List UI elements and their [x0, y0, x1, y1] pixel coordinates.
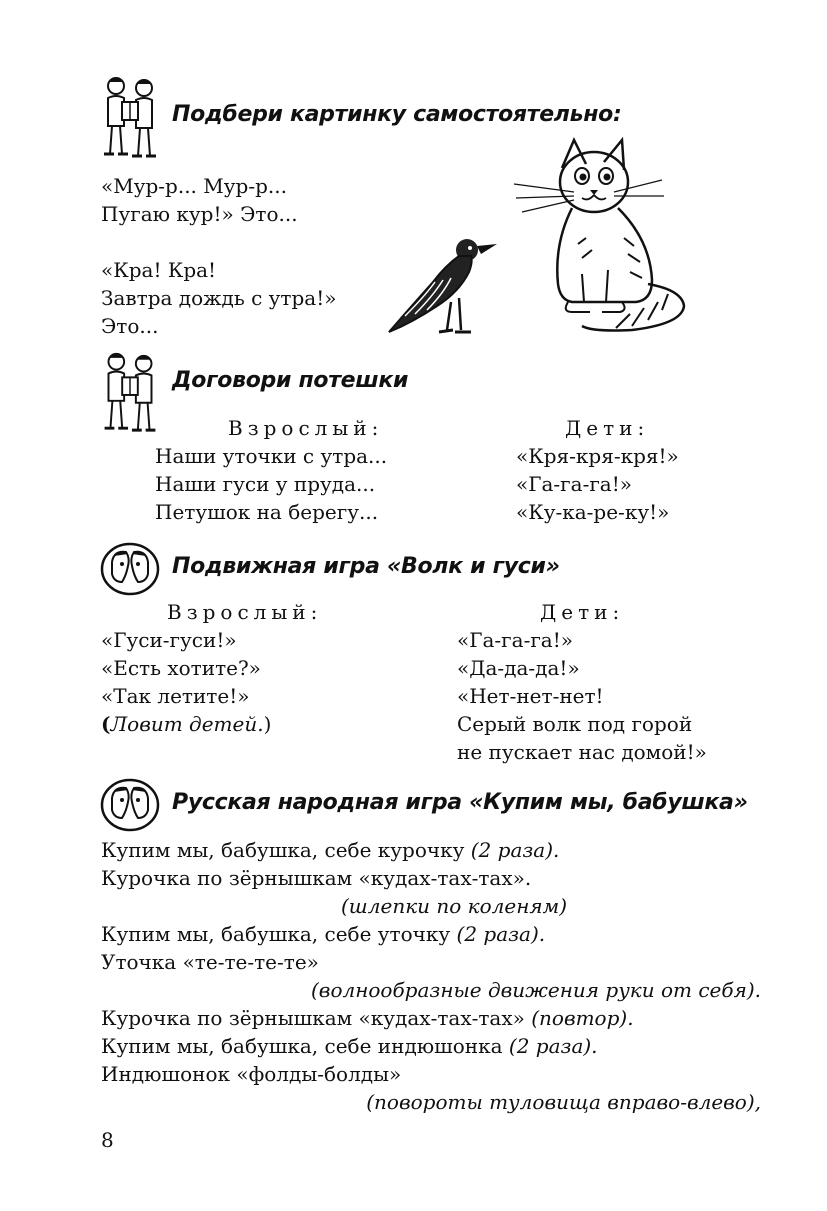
riddle-cat-line: Пугаю кур!» Это... — [101, 202, 298, 226]
children-line: не пускает нас домой!» — [457, 740, 707, 764]
section-heading-babushka-game: Русская народная игра «Купим мы, бабушка» — [172, 790, 748, 815]
riddle-cat-line: «Мур-р... Мур-р... — [101, 174, 287, 198]
children-label: Дети: — [540, 600, 625, 624]
adult-action — [101, 710, 271, 738]
verse-note: (волнообразные движения руки от себя). — [311, 978, 761, 1002]
verse-text: Курочка по зёрнышкам «кудах-тах-тах». — [101, 866, 532, 890]
verse-note: (2 раза). — [470, 838, 560, 862]
paren-close: ) — [263, 712, 272, 736]
riddle-crow-line: Завтра дождь с утра!» — [101, 286, 337, 310]
children-label: Дети: — [565, 416, 650, 440]
wolf-children-column — [457, 626, 707, 766]
riddle-cat — [101, 172, 298, 228]
adult-line: «Есть хотите?» — [101, 656, 261, 680]
adult-line: «Гуси-гуси!» — [101, 628, 237, 652]
children-line: «Кря-кря-кря!» — [516, 444, 679, 468]
riddle-crow — [101, 256, 337, 340]
section-heading-poteshki: Договори потешки — [172, 368, 409, 393]
verse-text: Уточка «те-те-те-те» — [101, 950, 319, 974]
crow-illustration — [385, 236, 505, 340]
verse-text: Купим мы, бабушка, себе индюшонка — [101, 1034, 509, 1058]
babushka-text — [101, 836, 761, 1116]
adult-line: «Так летите!» — [101, 684, 250, 708]
action-text: Ловит детей. — [110, 712, 264, 736]
children-reading-icon — [98, 74, 162, 162]
adult-label: Взрослый: — [167, 600, 323, 624]
riddle-crow-line: Это... — [101, 314, 159, 338]
riddle-crow-line: «Кра! Кра! — [101, 258, 217, 282]
children-line: «Га-га-га!» — [457, 628, 573, 652]
verse-note: (2 раза). — [508, 1034, 598, 1058]
section-heading-wolf-game: Подвижная игра «Волк и гуси» — [172, 554, 560, 579]
verse-text: Купим мы, бабушка, себе курочку — [101, 838, 471, 862]
adult-line: Наши уточки с утра... — [155, 444, 388, 468]
section-heading-picture: Подбери картинку самостоятельно: — [172, 102, 622, 127]
children-line: Серый волк под горой — [457, 712, 693, 736]
poteshki-adult-column — [155, 442, 387, 526]
verse-note: (шлепки по коленям) — [341, 894, 568, 918]
faces-circle-icon — [100, 542, 160, 596]
verse-text: Индюшонок «фолды-болды» — [101, 1062, 402, 1086]
faces-circle-icon — [100, 778, 160, 832]
verse-line — [101, 836, 761, 864]
verse-line — [101, 1032, 761, 1060]
children-reading-icon — [98, 350, 162, 436]
cat-illustration — [512, 134, 692, 334]
verse-note: (повтор). — [531, 1006, 634, 1030]
adult-line: Петушок на берегу... — [155, 500, 379, 524]
verse-note: (повороты туловища вправо-влево), — [366, 1090, 761, 1114]
verse-line — [101, 1004, 761, 1032]
children-line: «Ку-ка-ре-ку!» — [516, 500, 670, 524]
verse-line — [101, 864, 761, 892]
wolf-adult-column — [101, 626, 271, 738]
poteshki-children-column — [516, 442, 679, 526]
children-line: «Да-да-да!» — [457, 656, 580, 680]
verse-line — [101, 948, 761, 976]
verse-line — [101, 920, 761, 948]
verse-text: Курочка по зёрнышкам «кудах-тах-тах» — [101, 1006, 532, 1030]
adult-label: Взрослый: — [228, 416, 384, 440]
children-line: «Нет-нет-нет! — [457, 684, 604, 708]
page-number: 8 — [101, 1128, 114, 1152]
verse-note: (2 раза). — [456, 922, 546, 946]
adult-line: Наши гуси у пруда... — [155, 472, 376, 496]
children-line: «Га-га-га!» — [516, 472, 632, 496]
paren-open: ( — [101, 712, 111, 736]
verse-text: Купим мы, бабушка, себе уточку — [101, 922, 457, 946]
verse-line — [101, 1060, 761, 1088]
